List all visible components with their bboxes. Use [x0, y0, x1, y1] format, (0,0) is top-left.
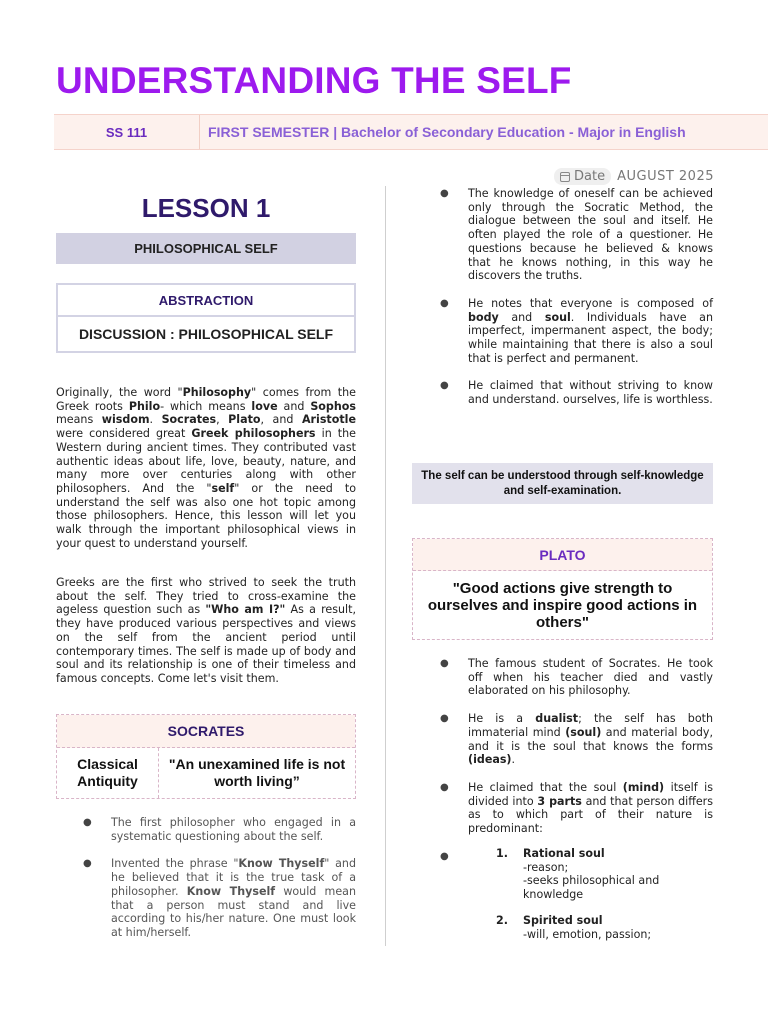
bullet-item	[440, 712, 713, 767]
paragraph-bold-run: Aristotle	[301, 413, 356, 427]
date-row	[554, 168, 714, 185]
soul-parts-list	[496, 847, 716, 953]
bullet-bold-run: (mind)	[622, 780, 665, 794]
bullet-dot-icon: ●	[440, 713, 449, 725]
bullet-item	[83, 857, 356, 939]
date-label: Date	[574, 169, 606, 184]
paragraph-bold-run: love	[251, 399, 278, 413]
paragraph-bold-run: Greek philosophers	[191, 427, 316, 441]
soul-part-number: 2.	[496, 913, 508, 927]
bullet-dot-icon: ●	[440, 658, 449, 669]
paragraph-text-run: Greeks are the first who strived to seek the truth about the self. They tried to cross-examine the ageless question such as	[56, 576, 356, 617]
abstraction-heading: ABSTRACTION	[58, 285, 354, 317]
paragraph-text-run: - which means	[160, 399, 252, 413]
paragraph-text-run: in the Western during ancient times. They contributed vast authentic ideas about life, love, beauty, nature, and many more over centuries along with other philosophers. And the "	[56, 427, 356, 495]
bullet-bold-run: dualist	[535, 712, 579, 726]
paragraph-text-run: means	[56, 413, 102, 427]
bullet-text-run: Invented the phrase "	[111, 857, 239, 871]
bullet-text-run: . Individuals have an imperfect, impermanent aspect, the body; while maintaining that there is also a soul that is perfect and permanent.	[468, 310, 713, 365]
intro-paragraph-2	[56, 576, 356, 686]
plato-points	[440, 657, 714, 868]
course-info-bar	[54, 114, 768, 150]
paragraph-text-run: " or the need to understand the self was also one hot topic among those philosophers. Hence, this lesson will let you walk through the important philosophical views in your quest to understand yourself.	[56, 481, 356, 550]
bullet-item	[440, 296, 713, 366]
paragraph-bold-run: "Who am I?"	[205, 603, 286, 617]
bullet-bold-run: (soul)	[565, 725, 602, 739]
bullet-text-run: The famous student of Socrates. He took off when his teacher died and vastly elaborated on his philosophy.	[468, 657, 713, 698]
bullet-text-run: He is a	[468, 712, 536, 726]
bullet-dot-icon: ●	[440, 188, 449, 199]
bullet-text-run: The knowledge of oneself can be achieved only through the Socratic Method, the dialogue between the soul and itself. He often played the role of a questioner. He questions because he believed & knows that he knows nothing, in this way he discovers the truths.	[468, 187, 713, 283]
calendar-icon	[560, 172, 570, 182]
soul-part-title: Spirited soul	[523, 913, 603, 927]
socrates-callout: The self can be understood through self-knowledge and self-examination.	[412, 463, 713, 504]
socrates-quote: "An unexamined life is not worth living”	[168, 756, 346, 789]
bullet-text-run: and material body, and it is the soul that knows the forms	[468, 725, 713, 753]
discussion-heading: DISCUSSION : PHILOSOPHICAL SELF	[78, 326, 334, 342]
socrates-heading: SOCRATES	[57, 715, 355, 748]
paragraph-bold-run: wisdom	[101, 413, 150, 427]
soul-part-description: -seeks philosophical and knowledge	[523, 874, 660, 902]
soul-part-number: 1.	[496, 847, 508, 860]
paragraph-bold-run: Philo	[128, 399, 161, 413]
bullet-text-run: He notes that everyone is composed of	[468, 296, 713, 310]
bullet-bold-run: Know Thyself	[238, 857, 325, 871]
plato-table	[412, 538, 713, 640]
bullet-bold-run: (ideas)	[468, 753, 512, 767]
abstraction-table	[56, 283, 356, 353]
plato-quote: "Good actions give strength to ourselves and inspire good actions in others"	[427, 579, 698, 631]
soul-part-item	[496, 847, 716, 902]
date-value: AUGUST 2025	[617, 169, 714, 184]
bullet-text-run: and that person differs as to which part of their nature is predominant:	[468, 794, 714, 836]
bullet-dot-icon: ●	[83, 858, 92, 870]
bullet-text-run: ; the self has both immaterial mind	[468, 712, 713, 739]
paragraph-bold-run: Socrates	[161, 413, 217, 427]
paragraph-text-run: were considered great	[56, 427, 192, 441]
paragraph-text-run: and	[277, 399, 311, 413]
bullet-text-run: and	[498, 310, 545, 324]
bullet-text-run: would mean that a person must stand and live according to his/her nature. One must look at him/herself.	[111, 884, 356, 939]
bullet-bold-run: body	[468, 310, 499, 324]
bullet-bold-run: soul	[544, 310, 571, 324]
paragraph-bold-run: self	[211, 481, 235, 495]
soul-part-description: -reason;	[523, 860, 569, 874]
socrates-era: Classical Antiquity	[57, 748, 159, 798]
paragraph-bold-run: Plato	[228, 413, 261, 427]
course-description: FIRST SEMESTER | Bachelor of Secondary Education - Major in English	[208, 124, 686, 140]
bullet-dot-icon: ●	[440, 850, 449, 862]
soul-part-title: Rational soul	[523, 847, 605, 860]
bullet-text-run: itself is divided into	[468, 780, 713, 808]
bullet-bold-run: Know Thyself	[186, 884, 276, 898]
bullet-dot-icon: ●	[440, 781, 449, 793]
bullet-text-run: " and he believed that it is the true task of a philosopher.	[111, 857, 356, 898]
paragraph-text-run: , and	[260, 413, 302, 427]
bullet-dot-icon: ●	[83, 817, 92, 828]
bullet-bold-run: 3 parts	[537, 794, 582, 808]
paragraph-text-run: As a result, they have produced various perspectives and views on the self from the ancient period until contemporary times. The self is made up of body and soul and its relationship is one of their timeless and famous concepts. Come let's visit them.	[56, 603, 356, 685]
intro-paragraph-1	[56, 386, 356, 550]
bullet-dot-icon: ●	[440, 380, 449, 392]
bullet-item	[440, 657, 713, 698]
paragraph-text-run: " comes from the Greek roots	[56, 386, 356, 413]
paragraph-text-run: Originally, the word "	[56, 386, 183, 399]
socrates-body	[57, 748, 355, 798]
page-title: UNDERSTANDING THE SELF	[56, 60, 572, 101]
bullet-text-run: The first philosopher who engaged in a systematic questioning about the self.	[111, 816, 356, 843]
bullet-dot-icon: ●	[440, 297, 449, 309]
bullet-item	[440, 187, 713, 283]
soul-part-item	[496, 914, 716, 941]
paragraph-text-run: ,	[216, 413, 229, 427]
lesson-topic: PHILOSOPHICAL SELF	[56, 233, 356, 264]
date-chip	[554, 168, 611, 185]
bullet-item	[83, 816, 356, 843]
paragraph-bold-run: Sophos	[310, 399, 356, 413]
bullet-text-run: He claimed that without striving to know and understand. ourselves, life is worthless.	[468, 379, 713, 407]
bullet-text-run: .	[511, 753, 516, 767]
course-code: SS 111	[54, 115, 200, 149]
paragraph-bold-run: Philosophy	[182, 386, 252, 399]
column-divider	[385, 186, 386, 946]
soul-part-description: -will, emotion, passion;	[523, 927, 652, 941]
socrates-table	[56, 714, 356, 799]
plato-heading: PLATO	[413, 539, 712, 571]
bullet-item	[440, 780, 714, 836]
paragraph-text-run: .	[149, 413, 162, 427]
socrates-points	[83, 816, 356, 954]
bullet-item	[440, 379, 713, 407]
bullet-text-run: He claimed that the soul	[468, 780, 623, 794]
lesson-title: LESSON 1	[141, 193, 271, 223]
socrates-points-continued	[440, 187, 713, 421]
